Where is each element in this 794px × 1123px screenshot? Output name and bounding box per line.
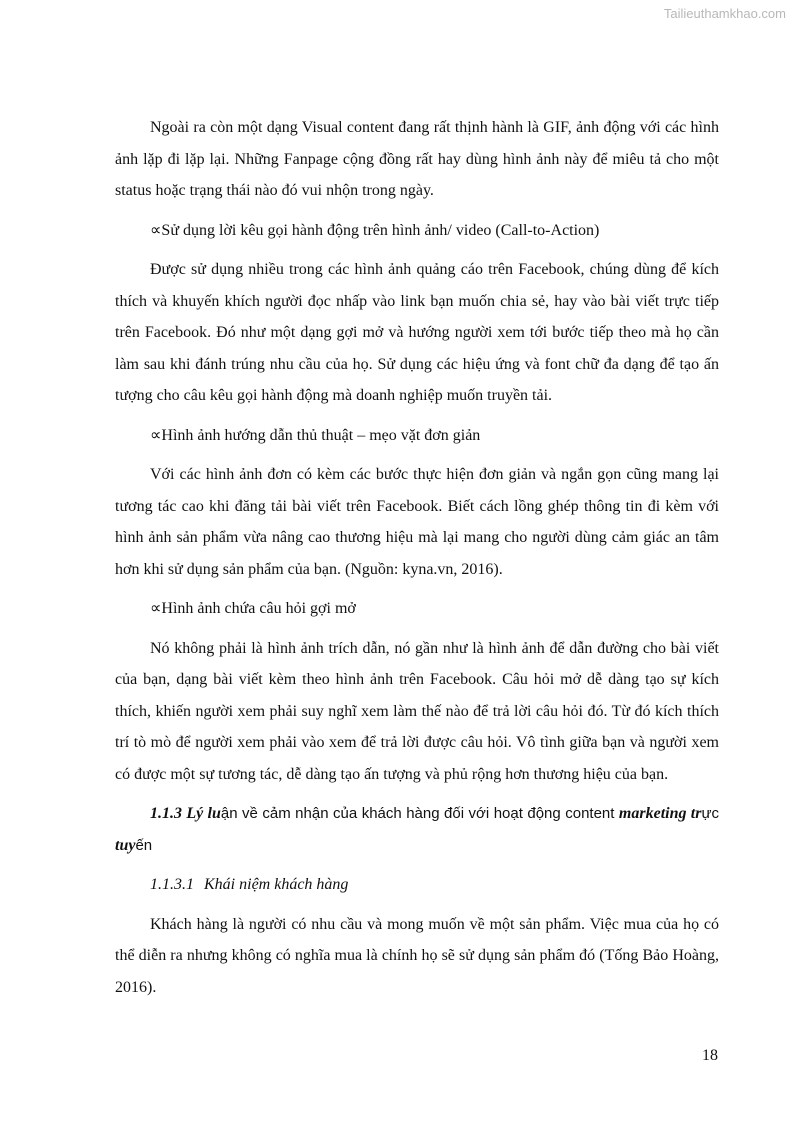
bullet-tips: ∝Hình ảnh hướng dẫn thủ thuật – mẹo vặt đơn giản [150, 426, 481, 444]
paragraph-call-to-action: Được sử dụng nhiều trong các hình ảnh quảng cáo trên Facebook, chúng dùng để kích thích và khuyến khích người đọc nhấp vào link bạn muốn chia sẻ, hay vào bài viết trực tiếp trên Facebook. Đó như một dạng gợi mở và hướng người xem tới bước tiếp theo mà họ cần làm sau khi đánh trúng nhu cầu của họ. Sử dụng các hiệu ứng và font chữ đa dạng để tạo ấn tượng cho câu kêu gọi hành động mà doanh nghiệp muốn truyền tải. [115, 261, 719, 404]
watermark: Tailieuthamkhao.com [663, 6, 786, 21]
subsection-heading [115, 869, 719, 901]
subsection-title: Khái niệm khách hàng [204, 876, 349, 893]
heading-part-6: ến [135, 836, 153, 854]
section-heading [115, 798, 719, 861]
heading-part-1: 1.1.3 Lý lu [150, 805, 221, 822]
heading-part-2: ận về cảm nhận của khách hàng đối với hoạt động content [220, 805, 619, 822]
paragraph-customer-definition: Khách hàng là người có nhu cầu và mong muốn về một sản phẩm. Việc mua của họ có thể diễn ra nhưng không có nghĩa mua là chính họ sẽ sử dụng sản phẩm đó (Tống Bảo Hoàng, 2016). [115, 915, 719, 996]
heading-part-3: marketing tr [618, 805, 702, 822]
paragraph-question: Nó không phải là hình ảnh trích dẫn, nó gần như là hình ảnh để dẫn đường cho bài viết của bạn, dạng bài viết kèm theo hình ảnh trên Facebook. Câu hỏi mở dễ dàng tạo sự kích thích, khiến người xem phải suy nghĩ xem làm thế nào để trả lời câu hỏi đó. Từ đó kích thích trí tò mò để người xem phải vào xem để trả lời được câu hỏi. Vô tình giữa bạn và người xem có được một sự tương tác, dễ dàng tạo ấn tượng và phủ rộng hơn thương hiệu của bạn. [115, 639, 719, 783]
bullet-call-to-action: ∝Sử dụng lời kêu gọi hành động trên hình ảnh/ video (Call-to-Action) [150, 221, 600, 239]
paragraph-tips: Với các hình ảnh đơn có kèm các bước thực hiện đơn giản và ngắn gọn cũng mang lại tương tác cao khi đăng tải bài viết trên Facebook. Biết cách lồng ghép thông tin đi kèm với hình ảnh sản phẩm vừa nâng cao thương hiệu mà lại mang cho người dùng cảm giác an tâm hơn khi sử dụng sản phẩm của bạn. (Nguồn: kyna.vn, 2016). [115, 466, 719, 578]
paragraph-gif: Ngoài ra còn một dạng Visual content đang rất thịnh hành là GIF, ảnh động với các hình ảnh lặp đi lặp lại. Những Fanpage cộng đồng rất hay dùng hình ảnh này để miêu tả cho một status hoặc trạng thái nào đó vui nhộn trong ngày. [115, 119, 719, 199]
bullet-question: ∝Hình ảnh chứa câu hỏi gợi mở [150, 600, 356, 617]
body-text [115, 112, 719, 1011]
heading-part-5: tuy [115, 836, 136, 854]
page-number: 18 [702, 1047, 718, 1064]
subsection-number: 1.1.3.1 [150, 876, 194, 893]
heading-part-4: ực [701, 805, 720, 822]
